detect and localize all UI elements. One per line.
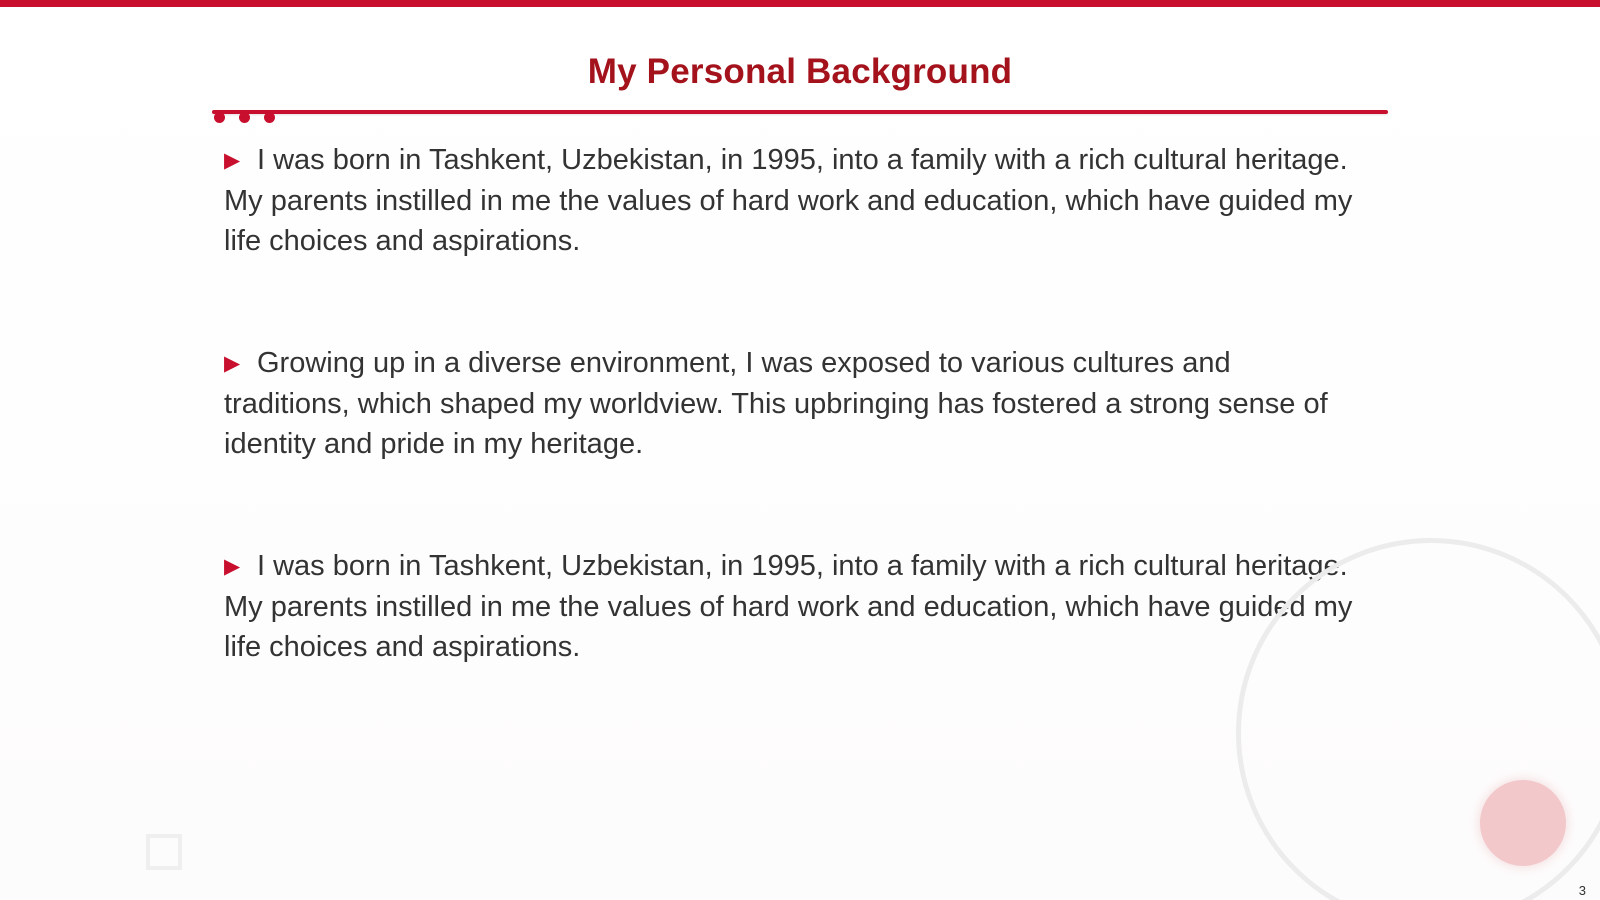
bullet-text: I was born in Tashkent, Uzbekistan, in 1995, into a family with a rich cultural heritage. My parents instilled in me the values of hard work and education, which have guided my life choices and aspirations. <box>224 550 1353 663</box>
decorative-square <box>146 834 182 870</box>
bullet-item <box>224 546 1364 667</box>
bullet-text: I was born in Tashkent, Uzbekistan, in 1995, into a family with a rich cultural heritage. My parents instilled in me the values of hard work and education, which have guided my life choices and aspirations. <box>224 144 1353 257</box>
decorative-dot <box>264 112 275 123</box>
slide-title: My Personal Background <box>587 52 1013 91</box>
title-underline <box>212 110 1388 114</box>
decorative-circle <box>1480 780 1566 866</box>
decorative-dot <box>214 112 225 123</box>
bullet-arrow-icon: ▶ <box>224 149 241 172</box>
top-accent-bar <box>0 0 1600 7</box>
bullet-arrow-icon: ▶ <box>224 352 241 375</box>
decorative-dot <box>239 112 250 123</box>
bullet-item <box>224 343 1364 464</box>
bullet-list <box>224 140 1364 749</box>
page-number: 3 <box>1578 883 1586 898</box>
bullet-arrow-icon: ▶ <box>224 555 241 578</box>
bullet-text: Growing up in a diverse environment, I was exposed to various cultures and traditions, which shaped my worldview. This upbringing has fostered a strong sense of identity and pride in my heritage. <box>224 347 1328 460</box>
bullet-item <box>224 140 1364 261</box>
